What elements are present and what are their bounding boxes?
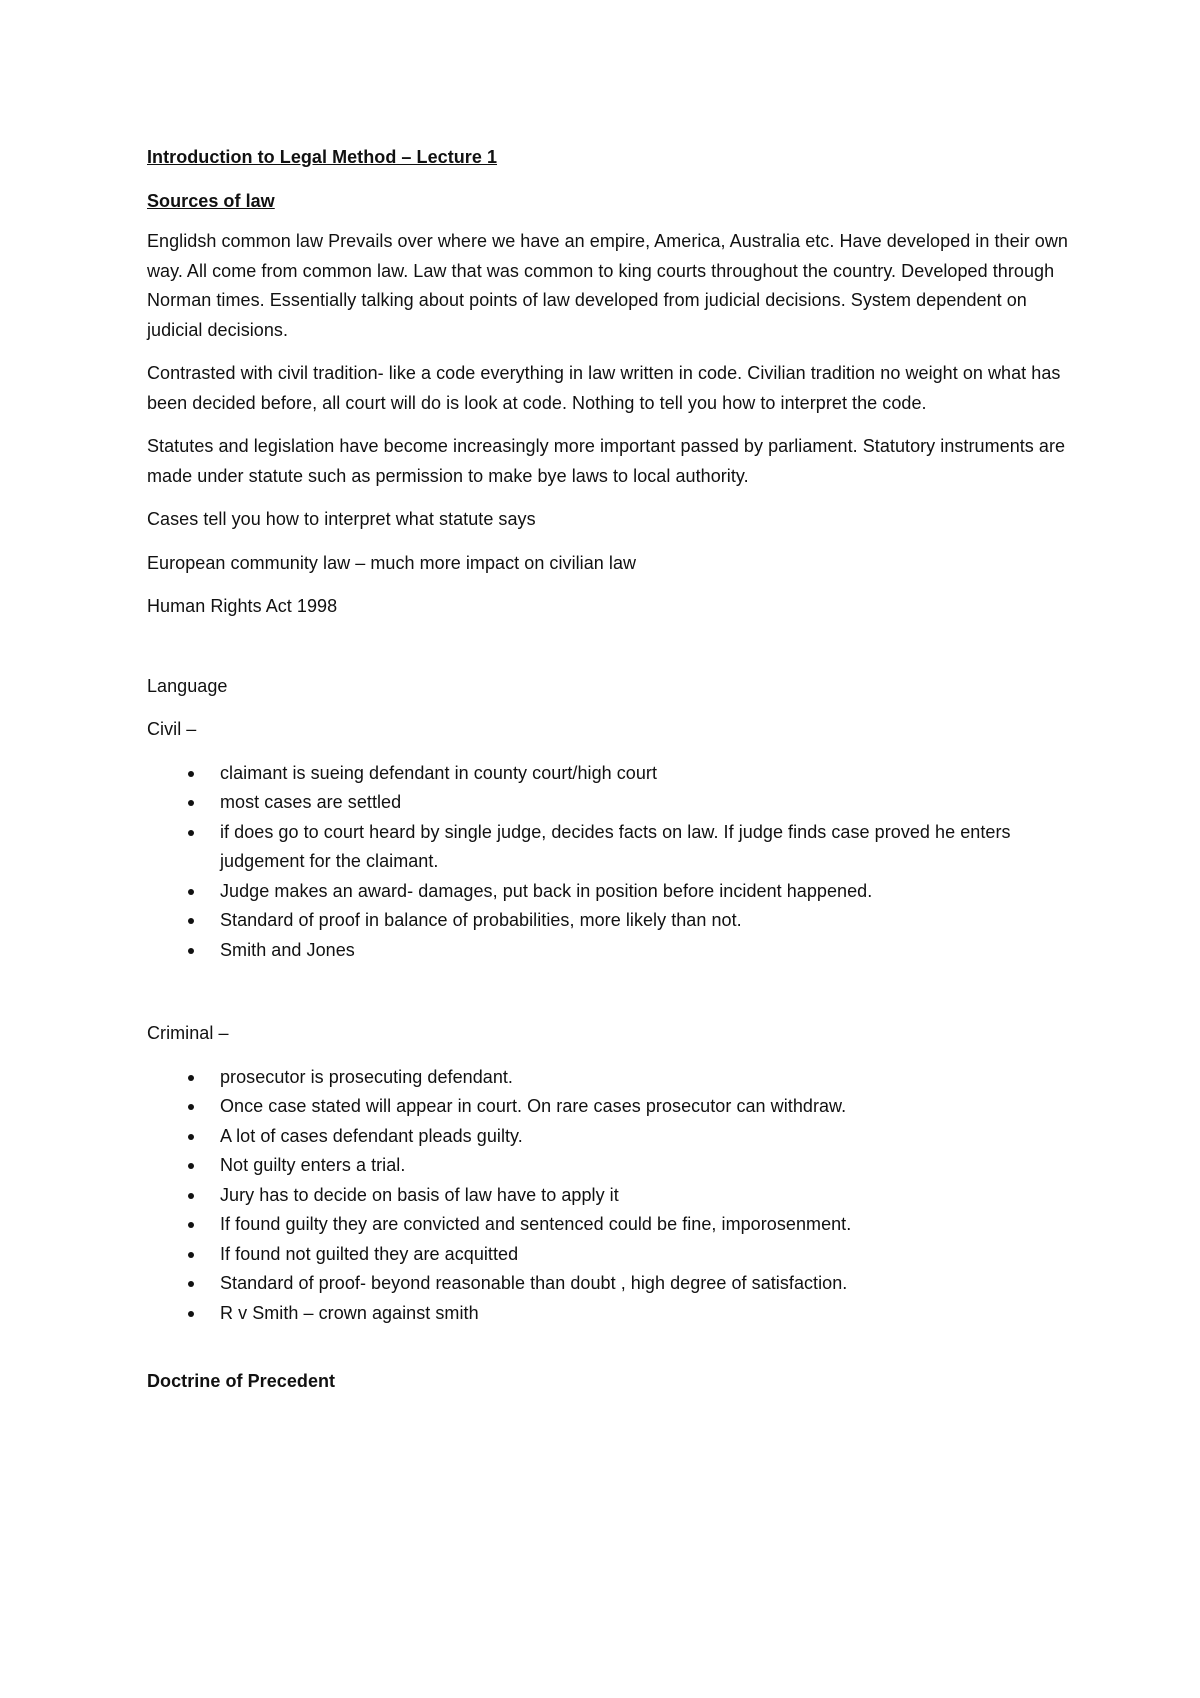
civil-label: Civil – — [147, 719, 197, 739]
list-item-text: If found not guilted they are acquitted — [220, 1243, 519, 1264]
bullet-icon — [188, 889, 194, 895]
list-item-text: R v Smith – crown against smith — [220, 1302, 479, 1323]
bullet-icon — [188, 1193, 194, 1199]
bullet-icon — [188, 1075, 194, 1081]
spacer — [147, 636, 1077, 672]
bullet-icon — [188, 1311, 194, 1317]
criminal-label: Criminal – — [147, 1023, 229, 1043]
list-item — [147, 936, 1077, 966]
spacer — [147, 965, 1077, 1019]
list-item-text: A lot of cases defendant pleads guilty. — [220, 1125, 523, 1146]
list-item — [147, 788, 1077, 818]
list-item-text: Standard of proof- beyond reasonable than doubt , high degree of satisfaction. — [220, 1273, 848, 1293]
list-item — [147, 1151, 1077, 1181]
list-item-text: if does go to court heard by single judge, decides facts on law. If judge finds case proved he enters judgement for the claimant. — [220, 821, 1011, 871]
bullet-icon — [188, 918, 194, 924]
criminal-list — [147, 1063, 1077, 1329]
list-item-text: Smith and Jones — [220, 939, 355, 960]
list-item-text: Judge makes an award- damages, put back in position before incident happened. — [220, 880, 873, 901]
civil-list — [147, 759, 1077, 966]
bullet-icon — [188, 1222, 194, 1228]
bullet-icon — [188, 1104, 194, 1110]
list-item-text: Not guilty enters a trial. — [220, 1155, 406, 1175]
paragraph-civil-tradition: Contrasted with civil tradition- like a code everything in law written in code. Civilian tradition no weight on what has been decided before, all court will do is look at code. Nothing to tell you how to interpret the code. — [147, 363, 1061, 413]
bullet-icon — [188, 948, 194, 954]
bullet-icon — [188, 1134, 194, 1140]
language-label: Language — [147, 675, 228, 696]
list-item — [147, 1269, 1077, 1299]
list-item-text: claimant is sueing defendant in county court/high court — [220, 762, 658, 783]
list-item-text: If found guilty they are convicted and sentenced could be fine, imporosenment. — [220, 1214, 852, 1234]
bullet-icon — [188, 1163, 194, 1169]
list-item — [147, 906, 1077, 936]
list-item — [147, 1063, 1077, 1093]
bullet-icon — [188, 800, 194, 806]
paragraph-cases: Cases tell you how to interpret what statute says — [147, 509, 536, 529]
list-item — [147, 877, 1077, 907]
paragraph-statutes: Statutes and legislation have become increasingly more important passed by parliament. Statutory instruments are made under statute such as permission to make bye laws to local authority. — [147, 436, 1066, 486]
list-item — [147, 1122, 1077, 1152]
list-item-text: Jury has to decide on basis of law have to apply it — [220, 1184, 619, 1205]
paragraph-human-rights: Human Rights Act 1998 — [147, 596, 338, 616]
bullet-icon — [188, 771, 194, 777]
sources-heading: Sources of law — [147, 190, 275, 211]
paragraph-european-law: European community law – much more impact on civilian law — [147, 552, 637, 573]
document-title: Introduction to Legal Method – Lecture 1 — [147, 147, 498, 167]
spacer — [147, 1328, 1077, 1367]
list-item — [147, 1240, 1077, 1270]
list-item-text: Standard of proof in balance of probabilities, more likely than not. — [220, 910, 742, 930]
bullet-icon — [188, 1252, 194, 1258]
doctrine-heading: Doctrine of Precedent — [147, 1371, 336, 1391]
list-item — [147, 1092, 1077, 1122]
paragraph-common-law: Englidsh common law Prevails over where we have an empire, America, Australia etc. Have developed in their own way. All come from common law. Law that was common to king courts throughout the country. Developed through Norman times. Essentially talking about points of law developed from judicial decisions. System dependent on judicial decisions. — [147, 231, 1068, 340]
list-item — [147, 1181, 1077, 1211]
document-page — [147, 143, 1077, 1397]
list-item-text: prosecutor is prosecuting defendant. — [220, 1066, 513, 1087]
list-item — [147, 759, 1077, 789]
bullet-icon — [188, 1281, 194, 1287]
bullet-icon — [188, 830, 194, 836]
list-item — [147, 1299, 1077, 1329]
list-item — [147, 818, 1077, 877]
list-item-text: most cases are settled — [220, 792, 402, 812]
list-item — [147, 1210, 1077, 1240]
list-item-text: Once case stated will appear in court. On rare cases prosecutor can withdraw. — [220, 1096, 847, 1116]
